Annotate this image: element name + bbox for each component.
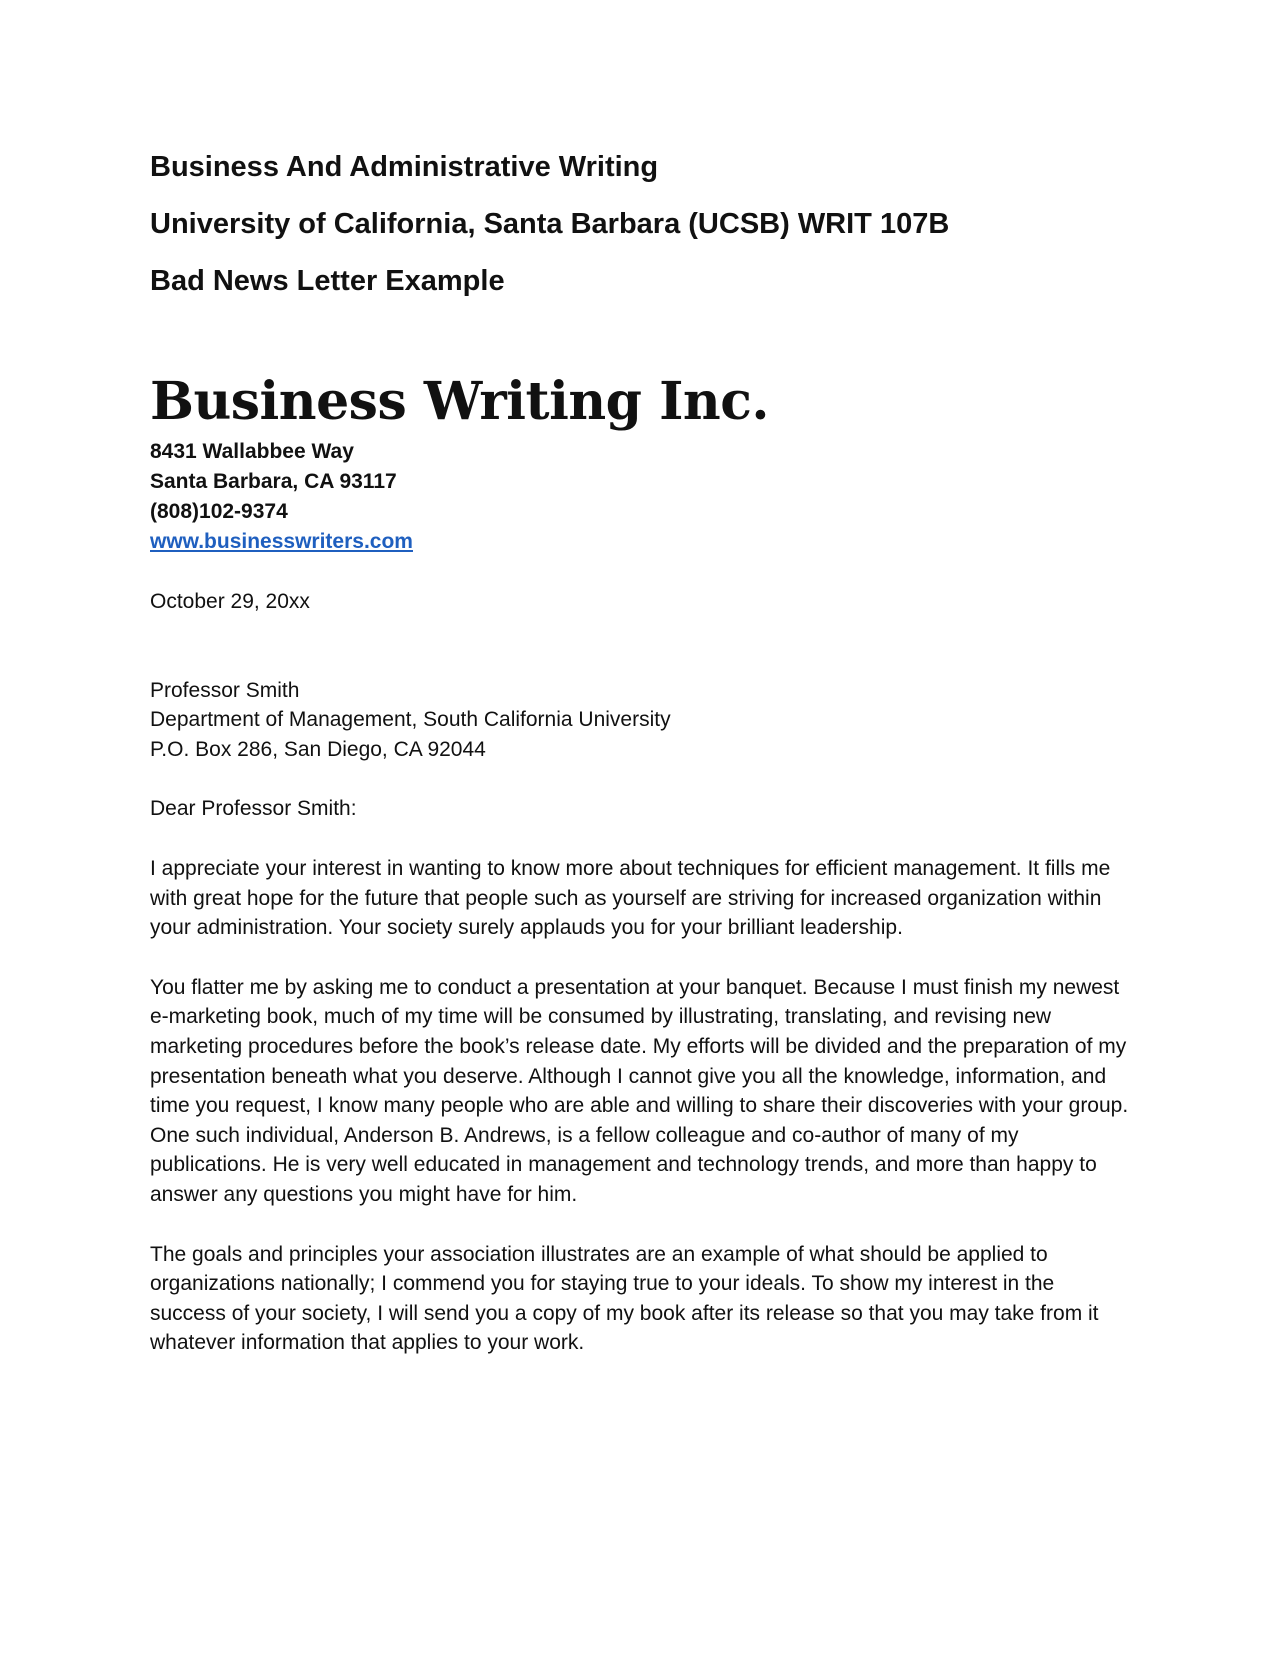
company-street: 8431 Wallabbee Way — [150, 440, 354, 463]
body-paragraph: I appreciate your interest in wanting to know more about techniques for efficient management. It fills me with great hope for the future that people such as yourself are striving for increased organization within your administration. Your society surely applauds you for your brilliant leadership. — [150, 856, 1111, 940]
document-subtitle: Bad News Letter Example — [150, 265, 505, 297]
letter-date: October 29, 20xx — [150, 590, 310, 613]
company-name: Business Writing Inc. — [150, 371, 769, 432]
body-paragraph: The goals and principles your association illustrates are an example of what should be applied to organizations nationally; I commend you for staying true to your ideals. To show my interest in the success of your society, I will send you a copy of my book after its release so that you may take from it whatever information that applies to your work. — [150, 1242, 1099, 1355]
company-address — [150, 437, 1135, 557]
recipient-department: Department of Management, South California University — [150, 708, 671, 732]
letter-body — [150, 854, 1135, 1358]
course-institution: University of California, Santa Barbara (UCSB) WRIT 107B — [150, 208, 950, 240]
recipient-block — [150, 676, 1135, 765]
company-website-link[interactable]: www.businesswriters.com — [150, 530, 413, 553]
body-paragraph: You flatter me by asking me to conduct a presentation at your banquet. Because I must finish my newest e-marketing book, much of my time will be consumed by illustrating, translating, and revising new marketing procedures before the book’s release date. My efforts will be divided and the preparation of my presentation beneath what you deserve. Although I cannot give you all the knowledge, information, and time you request, I know many people who are able and willing to share their discoveries with your group. One such individual, Anderson B. Andrews, is a fellow colleague and co-author of many of my publications. He is very well educated in management and technology trends, and more than happy to answer any questions you might have for him. — [150, 975, 1129, 1206]
recipient-name: Professor Smith — [150, 678, 300, 702]
company-city-state-zip: Santa Barbara, CA 93117 — [150, 470, 397, 493]
salutation: Dear Professor Smith: — [150, 797, 357, 821]
letterhead — [150, 371, 1135, 557]
course-header — [150, 150, 1135, 298]
recipient-address: P.O. Box 286, San Diego, CA 92044 — [150, 737, 486, 761]
course-title: Business And Administrative Writing — [150, 151, 659, 183]
page-content — [150, 150, 1135, 1358]
company-phone: (808)102-9374 — [150, 500, 288, 523]
